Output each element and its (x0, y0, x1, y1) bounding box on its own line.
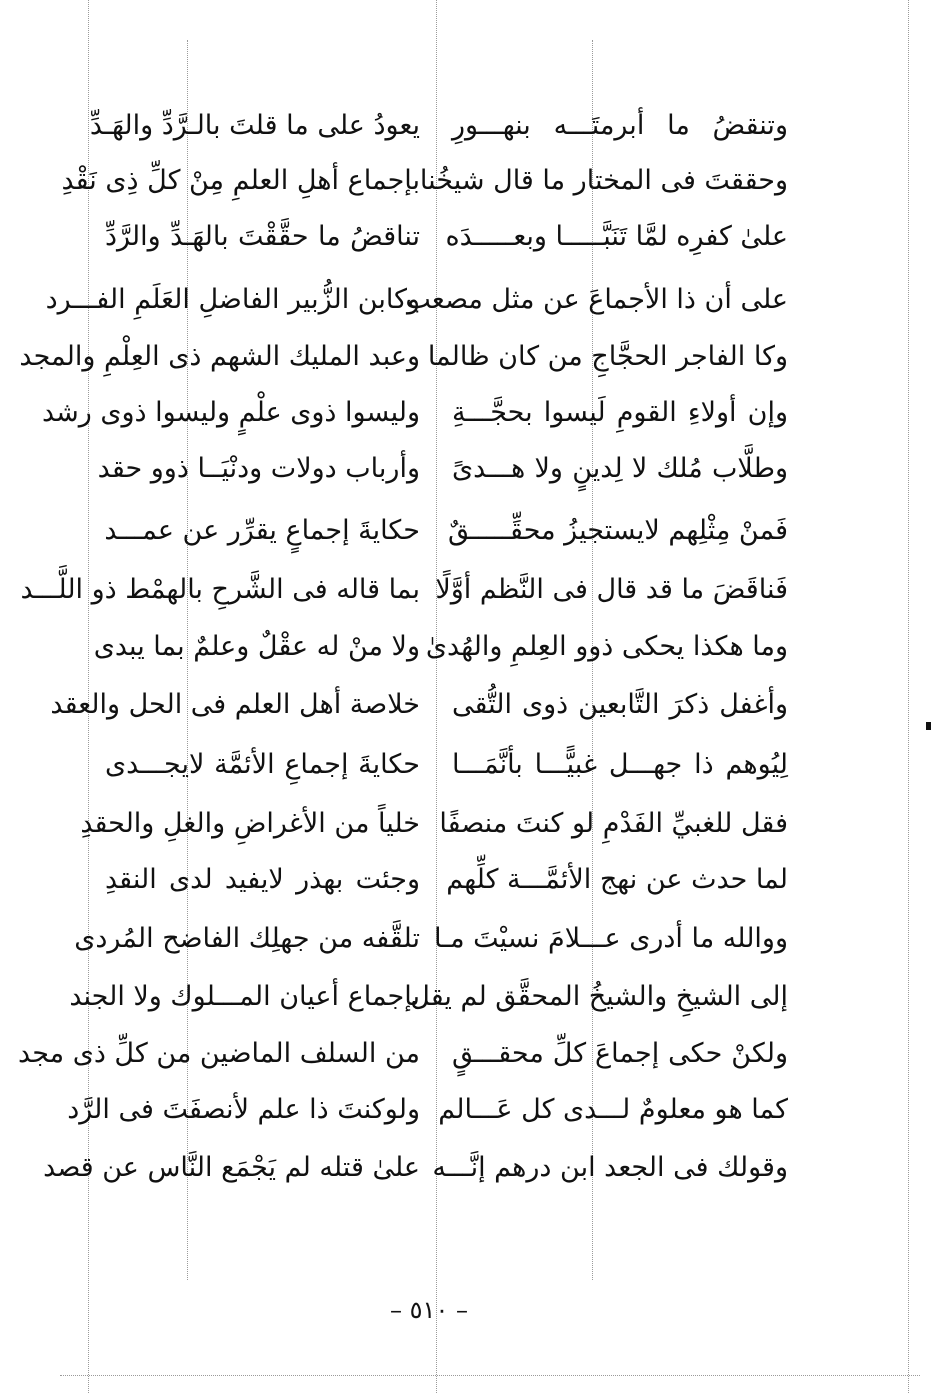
verse-row (0, 151, 938, 211)
verse-first-hemistich: وطلَّاب مُلك لا لِدينٍ ولا هـــدىً (452, 453, 788, 484)
verse-row (0, 1138, 938, 1198)
verse-row (0, 909, 938, 969)
verse-second-hemistich: علىٰ قتله لم يَجْمَع النَّاس عن قصد (43, 1152, 420, 1183)
verse-second-hemistich: من السلف الماضين من كلِّ ذى مجد (18, 1038, 420, 1069)
verse-row (0, 207, 938, 267)
verse-first-hemistich: وإن أولاءِ القومِ لَيسوا بحجَّـــةِ (452, 397, 788, 428)
verse-first-hemistich: على أن ذا الأجماعَ عن مثل مصعب (405, 284, 788, 315)
verse-second-hemistich: تناقضُ ما حقَّقْتَ بالهَـدِّ والرَّدِّ (105, 221, 420, 252)
verse-second-hemistich: وليسوا ذوى علْمٍ وليسوا ذوى رشد (41, 397, 420, 428)
verse-row (0, 675, 938, 735)
verse-row (0, 270, 938, 330)
verse-row (0, 383, 938, 443)
verse-second-hemistich: خلاصة أهل العلم فى الحل والعقد (50, 689, 420, 720)
verse-row (0, 794, 938, 854)
verse-row (0, 617, 938, 677)
verse-row (0, 501, 938, 561)
verse-first-hemistich: لما حدث عن نهج الأئمَّـــة كلِّهم (446, 864, 788, 895)
verse-second-hemistich: بإجماع أعيان المـــلوك ولا الجند (69, 981, 420, 1012)
verse-first-hemistich: وكا الفاجر الحجَّاجِ من كان ظالما (427, 341, 788, 372)
verse-row (0, 735, 938, 795)
verse-row (0, 967, 938, 1027)
verse-first-hemistich: وحققتَ فى المختار ما قال شيخُنا (419, 165, 788, 196)
verse-second-hemistich: وكابن الزُّبير الفاضلِ العَلَمِ الفـــرد (45, 284, 420, 315)
verse-first-hemistich: لِيُوهم ذا جهـــل غبيًّـــا بأنَّمَـــا (452, 749, 788, 780)
verse-row (0, 96, 938, 156)
verse-second-hemistich: بإجماع أهلِ العلمِ مِنْ كلِّ ذِى نَقْدِ (61, 165, 420, 196)
verse-second-hemistich: حكايةَ إجماعٍ يقرِّر عن عمـــد (104, 515, 420, 546)
verse-second-hemistich: خلياً من الأغراضِ والغلِ والحقدِ (80, 808, 420, 839)
verse-first-hemistich: وما هكذا يحكى ذوو العِلمِ والهُدىٰ (425, 631, 788, 662)
verse-first-hemistich: ووالله ما أدرى عـــلامَ نسيْتَ مـا (433, 923, 788, 954)
verse-row (0, 327, 938, 387)
verse-second-hemistich: ولا منْ له عقْلٌ وعلمٌ بما يبدى (93, 631, 420, 662)
verse-row (0, 850, 938, 910)
verse-row (0, 1024, 938, 1084)
verse-second-hemistich: تلقَّفه من جهلِك الفاضح المُردى (74, 923, 420, 954)
verse-row (0, 439, 938, 499)
verse-second-hemistich: بما قاله فى الشَّرحِ بالهمْط ذو اللَّـــد (20, 574, 420, 605)
verse-second-hemistich: وجئت بهذر لايفيد لدى النقدِ (105, 864, 420, 895)
verse-first-hemistich: فَمنْ مِثْلِهم لايستجيزُ محقِّـــــقٌ (447, 515, 788, 546)
verse-second-hemistich: وأرباب دولات ودنْيَــا ذوو حقد (97, 453, 420, 484)
verse-first-hemistich: ولكنْ حكى إجماعَ كلِّ محقـــقٍ (452, 1038, 788, 1069)
verse-second-hemistich: وعبد المليك الشهم ذى العِلْمِ والمجد (19, 341, 420, 372)
verse-first-hemistich: وتنقضُ ما أبرمتَـــه بنهـــورِ (452, 110, 788, 141)
verse-second-hemistich: ولوكنتَ ذا علم لأنصفَتَ فى الرَّد (67, 1094, 420, 1125)
verse-row (0, 1080, 938, 1140)
verse-second-hemistich: يعودُ على ما قلتَ بالـرَّدِّ والهَـدِّ (89, 110, 420, 141)
verse-row (0, 560, 938, 620)
verse-first-hemistich: إلى الشيخِ والشيخُ المحقَّق لم يقل (410, 981, 788, 1012)
page-number: – ٥١٠ – (390, 1296, 468, 1324)
verse-first-hemistich: فقل للغبيِّ الفَدْمِ لو كنتَ منصفًا (439, 808, 788, 839)
verse-first-hemistich: وقولك فى الجعد ابن درهم إنَّـــه (432, 1152, 788, 1183)
verse-first-hemistich: كما هو معلومٌ لـــدى كل عَـــالم (438, 1094, 788, 1125)
verse-first-hemistich: فَناقَضَ ما قد قال فى النَّظم أوَّلًا (435, 574, 788, 605)
verse-first-hemistich: علىٰ كفرِه لمَّا تَنَبَّـــــا وبعـــــدَه (445, 221, 788, 252)
verse-second-hemistich: حكايةَ إجماعِ الأئمَّة لايجـــدى (105, 749, 420, 780)
verse-first-hemistich: وأغفل ذكرَ التَّابعين ذوى التُّقى (452, 689, 788, 720)
